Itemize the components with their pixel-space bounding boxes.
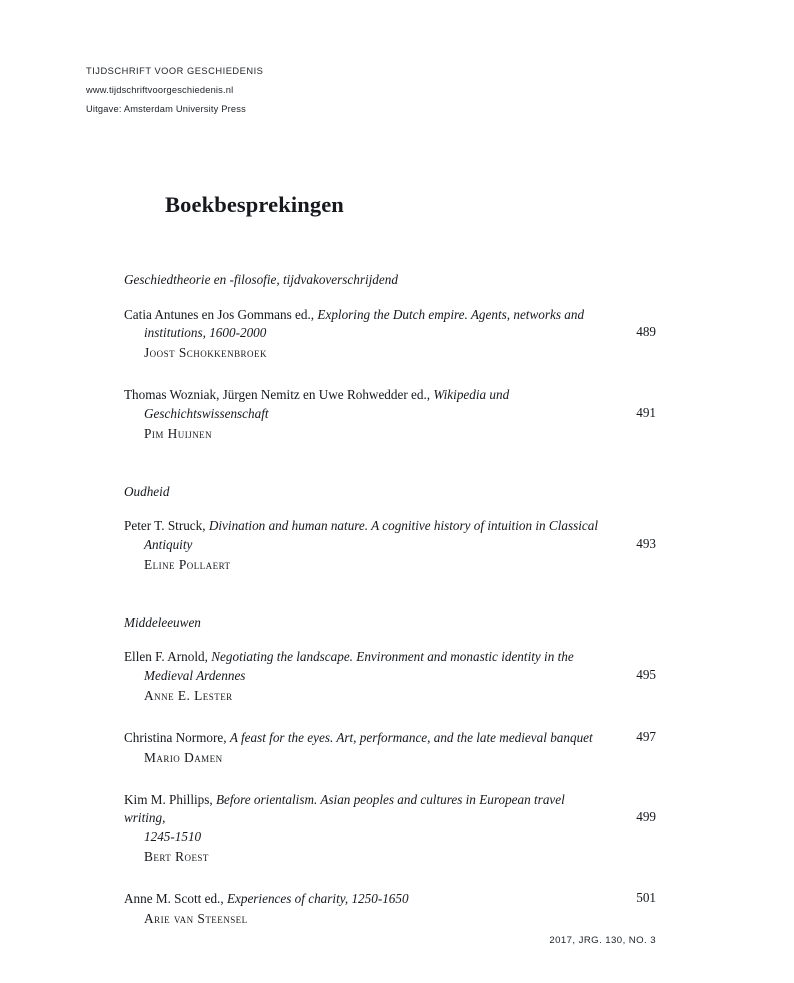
journal-website: www.tijdschriftvoorgeschiedenis.nl (86, 85, 234, 96)
entry-authors: Thomas Wozniak, Jürgen Nemitz en Uwe Rohwedder ed., (124, 387, 434, 403)
review-entry (124, 648, 656, 706)
entry-authors: Ellen F. Arnold, (124, 649, 212, 665)
entry-reviewer: Eline Pollaert (144, 556, 231, 572)
entry-line-2 (124, 536, 602, 555)
entry-line-2 (124, 324, 602, 343)
masthead (86, 62, 606, 119)
entry-reference (124, 791, 656, 847)
entry-title-part: Medieval Ardennes (144, 667, 246, 683)
journal-publisher: Uitgave: Amsterdam University Press (86, 104, 246, 115)
entry-reference (124, 648, 656, 685)
entry-authors: Anne M. Scott ed., (124, 890, 227, 906)
entry-authors: Catia Antunes en Jos Gommans ed., (124, 306, 318, 322)
entry-line-2 (124, 667, 602, 686)
section-heading: Oudheid (124, 483, 170, 499)
entry-title-part: Divination and human nature. A cognitive history of intuition in Classical (208, 518, 598, 534)
review-entry (124, 517, 656, 575)
page-footer: 2017, JRG. 130, NO. 3 (549, 935, 656, 946)
review-entry (124, 791, 656, 867)
entry-reference (124, 386, 656, 423)
section-heading: Middeleeuwen (124, 614, 201, 630)
entry-line-2 (124, 828, 602, 847)
entry-reference (124, 517, 656, 554)
entry-title-part: Wikipedia und (433, 387, 510, 403)
entry-authors: Kim M. Phillips, (124, 791, 216, 807)
entry-title-part: Geschichtswissenschaft (144, 405, 269, 421)
entry-page-number: 497 (636, 728, 656, 744)
entry-page-number: 495 (636, 666, 656, 682)
entry-reviewer: Bert Roest (144, 848, 209, 864)
entry-reviewer: Pim Huijnen (144, 425, 213, 441)
entry-title-part: A feast for the eyes. Art, performance, and the late medieval banquet (229, 729, 593, 745)
entry-title-part: Exploring the Dutch empire. Agents, networks and (317, 306, 585, 322)
entry-reviewer: Arie van Steensel (144, 910, 248, 926)
review-entry (124, 386, 656, 444)
entry-authors: Peter T. Struck, (124, 518, 209, 534)
entry-line-1 (124, 517, 602, 536)
journal-name: TIJDSCHRIFT VOOR GESCHIEDENIS (86, 66, 264, 76)
book-review-index (124, 272, 656, 952)
entry-reviewer: Anne E. Lester (144, 687, 233, 703)
review-entry (124, 890, 656, 929)
entry-title-part: Experiences of charity, 1250-1650 (226, 890, 409, 906)
entry-authors: Christina Normore, (124, 729, 230, 745)
entry-title-part: Negotiating the landscape. Environment and monastic identity in the (211, 649, 574, 665)
entry-line-2 (124, 405, 602, 424)
review-entry (124, 729, 656, 768)
entry-line-1 (124, 306, 602, 325)
entry-title-part: 1245-1510 (144, 829, 202, 845)
entry-reference (124, 306, 656, 343)
entry-line-1 (124, 648, 602, 667)
entry-page-number: 491 (636, 404, 656, 420)
page-title: Boekbesprekingen (165, 192, 344, 217)
review-entry (124, 306, 656, 364)
entry-reviewer: Mario Damen (144, 749, 223, 765)
entry-page-number: 499 (636, 809, 656, 825)
entry-reference (124, 890, 656, 909)
entry-title-part: Antiquity (144, 536, 193, 552)
section-heading: Geschiedtheorie en -filosofie, tijdvakoverschrijdend (124, 272, 398, 287)
entry-page-number: 489 (636, 324, 656, 340)
entry-line-1 (124, 791, 602, 828)
entry-line-1 (124, 890, 602, 909)
entry-reviewer: Joost Schokkenbroek (144, 344, 267, 360)
entry-line-1 (124, 386, 602, 405)
entry-title-part: Before orientalism. Asian peoples and cultures in European travel writing, (124, 791, 565, 826)
entry-reference (124, 729, 656, 748)
entry-page-number: 493 (636, 535, 656, 551)
entry-page-number: 501 (636, 889, 656, 905)
entry-title-part: institutions, 1600-2000 (144, 325, 267, 341)
entry-line-1 (124, 729, 602, 748)
